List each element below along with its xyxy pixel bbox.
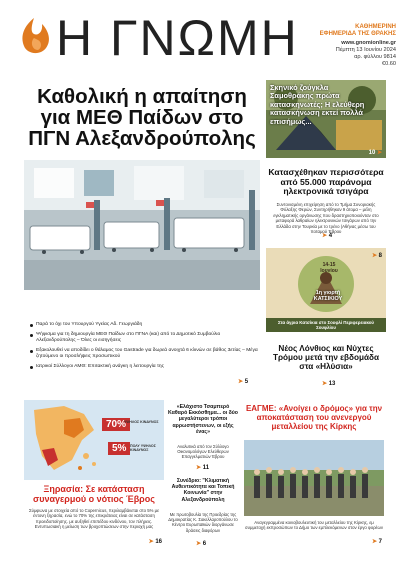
bullet-item: Ιατρικοί Σύλλογοι ΑΜΘ: Επιτακτική ανάγκη η λειτουργία της [30,364,260,371]
elysia-story[interactable] [266,340,386,392]
camp-story[interactable] [266,80,386,158]
very-high-risk-label: ΠΟΛΥ ΥΨΗΛΟΣ ΚΙΝΔΥΝΟΣ [130,444,156,453]
masthead [0,0,406,74]
middle-story2-body: Με πρωτοβουλία της Προεδρίας της Δημοκρατίας Κ. Σακελλαροπούλου το Κέντρο Ευρωπαϊκών διοργάνωσε δράσεις διαφόρων [168,512,238,533]
page-number: 6 [202,541,207,547]
website-link[interactable]: www.gnomionline.gr [341,40,396,46]
masthead-info [286,24,396,68]
page-number: 13 [328,381,336,387]
page-arrow-icon: ➤ [322,381,328,387]
drought-page-ref[interactable] [149,538,162,545]
camp-page-ref[interactable] [369,149,382,156]
middle-story1-body: Αναλυτικά από τον Σύλλογο Οικονομολόγων Ελεύθερων Επαγγελματιών Έβρου [177,444,229,460]
middle-story2-page-ref[interactable] [196,540,206,547]
main-story-page-ref[interactable] [238,378,248,385]
newspaper-title: Η ΓΝΩΜΗ [56,10,299,66]
cigarettes-story[interactable] [266,160,386,240]
camp-title: Σκηνικό ζούγκλα Σαμοθράκης πρώτα κατασκηνωτές; Η ελεύθερη κατασκήνωση εκτεί πολλά επισήμως... [270,83,365,126]
page-number: 11 [202,465,210,471]
group-photo [244,440,384,516]
festival-story[interactable] [266,248,386,332]
elysia-title: Νέος Λόνθιος και Νύχτες Τρόμου μετά την εβδομάδα στα «Ηλύσια» [272,344,380,372]
main-headline[interactable]: Καθολική η απαίτηση για ΜΕΘ Παίδων στο ΠΓΝ Αλεξανδρούπολης [28,85,256,150]
issue-price: €0.60 [382,61,396,67]
page-number: 8 [378,253,382,259]
tagline-line2: ΕΦΗΜΕΡΙΔΑ ΤΗΣ ΘΡΑΚΗΣ [319,31,396,37]
cigarettes-title: Κατασχέθηκαν περισσότερα από 55.000 παράνομα ηλεκτρονικά τσιγάρα [268,167,384,197]
issue-number: αρ. φύλλου 9814 [354,54,396,60]
middle-story1-page-ref[interactable] [196,464,209,471]
very-high-risk-percentage [108,442,130,455]
bullet-item: Εξακολουθεί να αποδίδει ο θάλαμος του Gastrade για δωρεά ανοιχτά 6 κλινών σε βάθος 3ετίας – Μέγα ζητούμενο οι προσλήψεις προσωπικού [30,348,260,361]
page-number: 10 [368,150,376,156]
drought-map [24,400,164,480]
pct-value: 5% [112,443,127,454]
middle-story2-title[interactable]: Συνέδριο: "Κλιματική Αυθεντικότητα και Τοπική Κοινωνία" στην Αλεξανδρούπολη [171,478,235,503]
high-risk-label: ΥΨΗΛΟΣ ΚΙΝΔΥΝΟΣ [124,420,159,424]
page-arrow-icon: ➤ [322,233,328,239]
festival-name: 1η γιορτή ΚΑΤΣΙΚΙΟΥ [313,290,343,302]
middle-story1-title[interactable]: «Ελάχιστο Τσαμπερό Καθαρό Εκκόσθημα... οι δύο μεγαλύτεροι τρόποι αρρωστήστενων, οι εξής ένας» [168,404,238,435]
main-story-bullets [30,322,260,373]
issue-date: Πέμπτη 13 Ιουνίου 2024 [335,47,396,53]
tagline-line1: ΚΑΘΗΜΕΡΙΝΗ [355,24,396,30]
hospital-ward-photo [24,160,260,290]
cigarettes-page-ref[interactable] [322,232,332,239]
page-arrow-icon: ➤ [371,253,377,259]
drought-title: Ξηρασία: Σε κατάσταση συναγερμού ο νότιος Έβρος [33,484,155,504]
bullet-item: Ψήφισμα για τη δημιουργία ΜΕΘ Παίδων στο ΠΓΝΑ (και) από το Δημοτικό Συμβούλιο Αλεξανδρούπολης – Όλες οι εισηγήσεις [30,332,260,345]
festival-date: 14-15 Ιουνίου [320,262,338,274]
page-number: 16 [155,539,162,545]
flame-logo-icon [14,14,54,58]
page-arrow-icon: ➤ [148,539,154,545]
ealme-title: ΕΑΓΜΕ: «Ανοίγει ο δρόμος» για την αποκατάσταση του ανενεργού μεταλλείου της Κίρκης [245,404,383,431]
ealme-story[interactable] [242,400,386,550]
drought-body: Σύμφωνα με στοιχεία από το Copernicus, περιλαμβάνεται στο 5% με έντονη ξηρασία, ενώ το 70% της επικράτειας είναι σε κατάσταση προειδοποίησης. με αυξηθεί επιπέδου κινδύνου, τον πλήρεις. Εντυπωσιακή η μείωση των βροχοπτώσεων στην περιοχή μας [28,508,160,530]
page-arrow-icon: ➤ [196,465,202,471]
ealme-page-ref[interactable] [372,538,382,545]
page-number: 5 [244,379,249,385]
page-arrow-icon: ➤ [238,379,244,385]
cigarettes-body: Συντονισμένη επιχείρηση από το Τμήμα Συνοριακής Φύλαξης Φερών, Συντηρήθηκαν 9 άτομα – μέλη εγκληματικής οργάνωσης που δραστηριοποιούνταν στο μεταφορά λαθραίων ηλεκτρονικών τσιγάρων από την Ελλάδα στην Τουρκία με το τρένο (Αθήνας μέσω του ποταμού Έβρου [273,202,379,235]
bullet-item: Παρά το όχι του Υπουργού Υγείας Αδ. Γεωργιάδη [30,322,260,329]
pct-value: 70% [106,419,127,430]
elysia-page-ref[interactable] [322,380,335,387]
page-arrow-icon: ➤ [375,150,382,156]
drought-story[interactable] [24,400,164,550]
festival-page-ref[interactable] [372,252,382,259]
page-arrow-icon: ➤ [371,539,377,545]
page-number: 4 [328,233,333,239]
festival-caption: Στα άγρια Κατσίκια στο Σουφλί Περιφερειακού Σουφλίου [278,320,374,330]
ealme-body: Αναγεγραμμένα κοινοβουλευτική του μεταλλείου της Κίρκης, εμ συμμετοχή εκπροσώπων το Δήμο των εμπλεκόμενων στον έργο φορέων [245,520,383,531]
page-arrow-icon: ➤ [196,541,202,547]
middle-column [168,400,238,550]
page-number: 7 [378,539,382,545]
